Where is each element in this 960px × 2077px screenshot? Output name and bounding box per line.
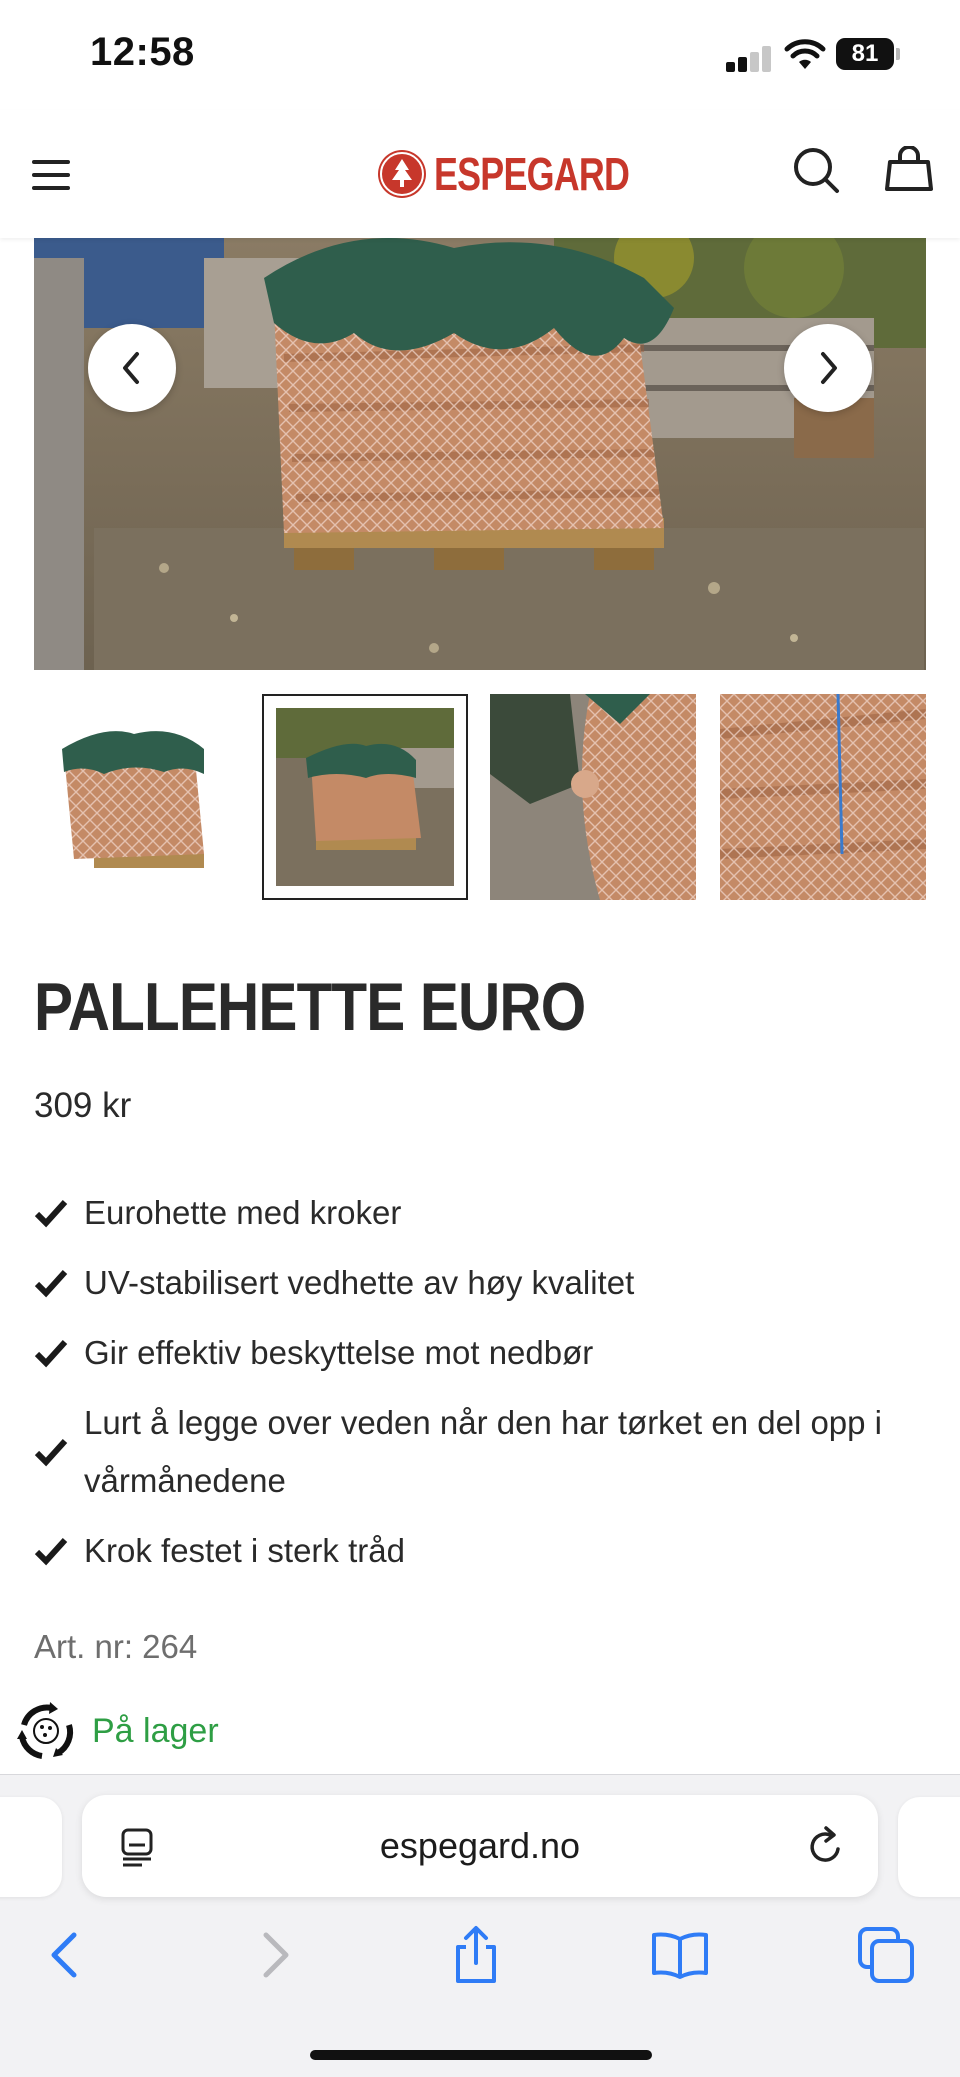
thumbnail-2[interactable] [262, 694, 468, 900]
thumbnail-4[interactable] [720, 694, 926, 900]
product-price: 309 kr [34, 1086, 132, 1125]
feature-text: UV-stabilisert vedhette av høy kvalitet [84, 1264, 635, 1301]
stock-status-icon [14, 1699, 78, 1763]
previous-tab-preview[interactable] [0, 1797, 62, 1897]
hamburger-icon[interactable] [30, 158, 74, 192]
check-icon [34, 1535, 68, 1567]
status-time: 12:58 [90, 30, 195, 74]
feature-item [34, 1324, 934, 1382]
search-icon[interactable] [792, 146, 840, 194]
check-icon [34, 1337, 68, 1369]
home-indicator [310, 2050, 652, 2060]
chevron-left-icon [117, 350, 147, 386]
feature-text: Krok festet i sterk tråd [84, 1532, 405, 1569]
site-logo[interactable] [378, 146, 684, 202]
address-bar[interactable] [82, 1795, 878, 1897]
feature-item [34, 1394, 934, 1510]
feature-item [34, 1522, 934, 1580]
thumbnail-1[interactable] [34, 694, 240, 900]
check-icon [34, 1267, 68, 1299]
product-title: PALLEHETTE EURO [34, 969, 586, 1045]
back-button[interactable] [36, 1925, 96, 1985]
share-button[interactable] [446, 1925, 506, 1985]
tabs-button[interactable] [856, 1925, 916, 1985]
tree-logo-icon [378, 150, 426, 198]
battery-level: 81 [836, 38, 894, 70]
check-icon [34, 1436, 68, 1468]
url-text: espegard.no [379, 1825, 581, 1866]
next-tab-preview[interactable] [898, 1797, 960, 1897]
battery-icon [836, 38, 900, 70]
article-number: Art. nr: 264 [34, 1628, 198, 1665]
forward-arrow-icon [244, 1925, 304, 1985]
gallery-next-button[interactable] [784, 324, 872, 412]
share-icon [446, 1925, 506, 1985]
thumbnail-3[interactable] [490, 694, 696, 900]
tabs-icon [856, 1925, 916, 1985]
reload-icon[interactable] [806, 1825, 846, 1867]
chevron-right-icon [813, 350, 843, 386]
stock-status [14, 1696, 219, 1766]
thumbnail-strip [34, 694, 926, 900]
back-arrow-icon [36, 1925, 96, 1985]
feature-item [34, 1254, 934, 1312]
feature-list [34, 1184, 934, 1592]
feature-text: Eurohette med kroker [84, 1194, 402, 1231]
feature-item [34, 1184, 934, 1242]
forward-button[interactable] [244, 1925, 304, 1985]
wifi-icon [784, 38, 826, 72]
feature-text: Lurt å legge over veden når den har tørket en del opp i vårmånedene [84, 1404, 883, 1499]
bookmarks-button[interactable] [650, 1925, 710, 1985]
product-main-image[interactable] [34, 238, 926, 670]
browser-chrome [0, 1774, 960, 2077]
feature-text: Gir effektiv beskyttelse mot nedbør [84, 1334, 594, 1371]
bookmarks-icon [650, 1925, 710, 1985]
status-bar [0, 0, 960, 110]
stock-label: På lager [92, 1711, 219, 1750]
check-icon [34, 1197, 68, 1229]
logo-text: ESPEGARD [434, 148, 630, 200]
cellular-signal-icon [726, 46, 772, 72]
shopping-bag-icon[interactable] [884, 146, 934, 192]
gallery-prev-button[interactable] [88, 324, 176, 412]
